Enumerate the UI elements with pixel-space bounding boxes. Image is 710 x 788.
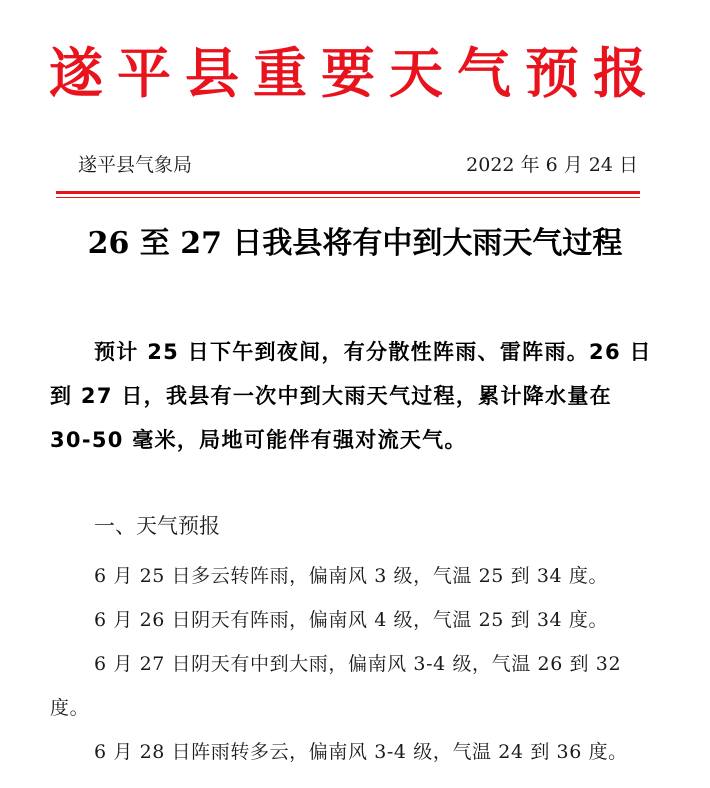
forecast-day: 6 月 27 日阴天有中到大雨，偏南风 3-4 级，气温 26 到 32 度。 — [50, 653, 622, 719]
masthead-title: 遂平县重要天气预报 — [49, 41, 661, 105]
headline: 26 至 27 日我县将有中到大雨天气过程 — [87, 226, 623, 261]
header-divider-thick — [56, 191, 640, 194]
forecast-day: 6 月 28 日阵雨转多云，偏南风 3-4 级，气温 24 到 36 度。 — [94, 741, 628, 763]
header-divider-thin — [56, 197, 640, 198]
forecast-section-heading: 一、天气预报 — [94, 514, 220, 538]
issuer-name: 遂平县气象局 — [78, 154, 193, 176]
summary-paragraph: 预计 25 日下午到夜间，有分散性阵雨、雷阵雨。26 日到 27 日，我县有一次中到大雨天气过程，累计降水量在 30-50 毫米，局地可能伴有强对流天气。 — [50, 340, 652, 452]
forecast-day: 6 月 25 日多云转阵雨，偏南风 3 级，气温 25 到 34 度。 — [94, 565, 609, 587]
forecast-day: 6 月 26 日阴天有阵雨，偏南风 4 级，气温 25 到 34 度。 — [94, 609, 609, 631]
issue-date: 2022 年 6 月 24 日 — [466, 154, 638, 176]
